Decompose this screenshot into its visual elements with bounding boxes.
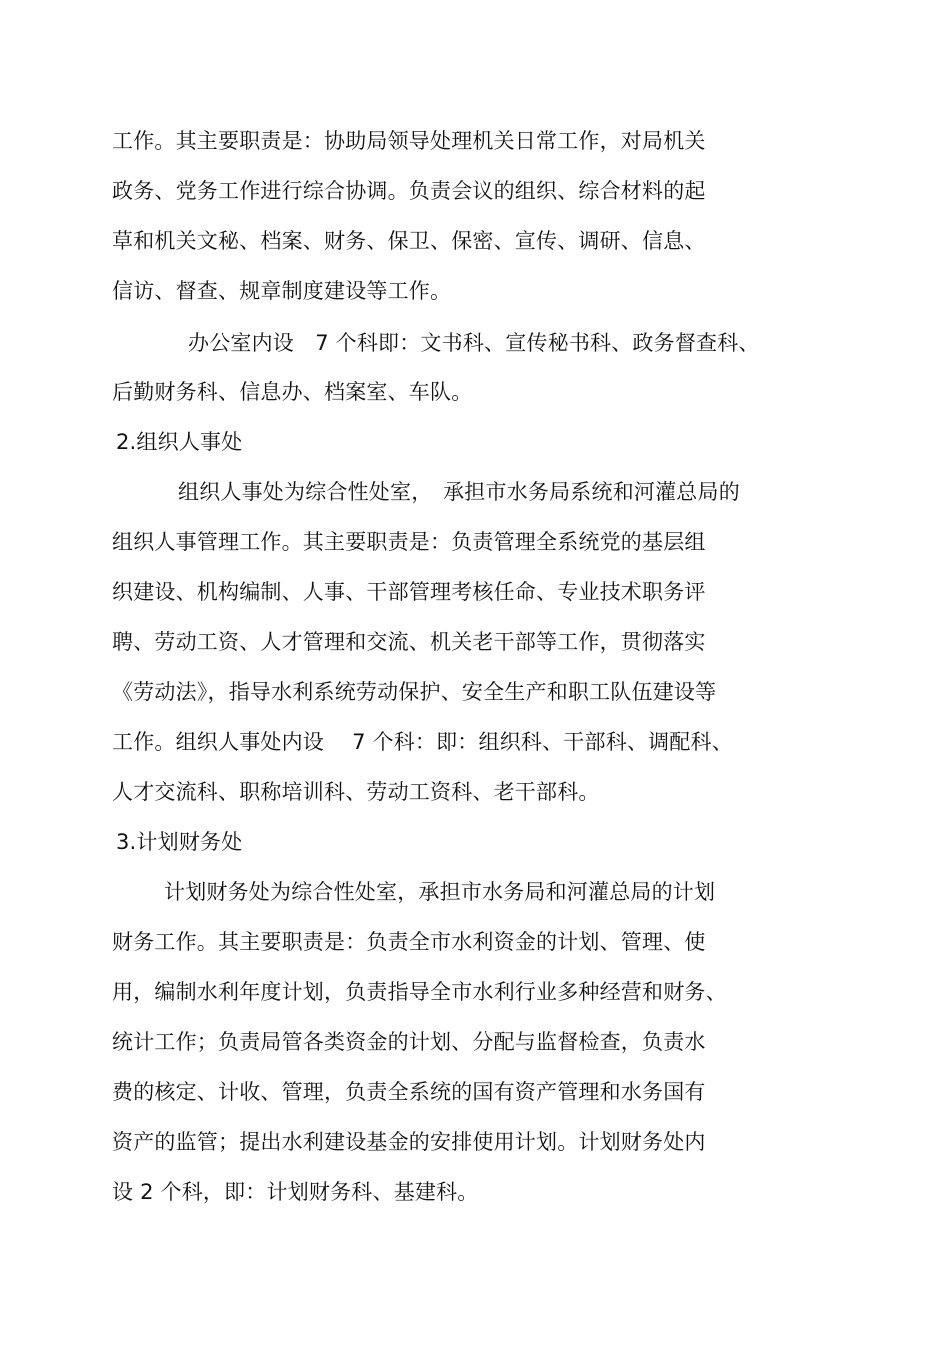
paragraph-line: 政务、党务工作进行综合协调。负责会议的组织、综合材料的起	[112, 179, 706, 203]
paragraph-line: 用，编制水利年度计划，负责指导全市水利行业多种经营和财务、	[112, 980, 727, 1004]
paragraph-line: 后勤财务科、信息办、档案室、车队。	[112, 380, 473, 404]
paragraph-line: 信访、督查、规章制度建设等工作。	[112, 279, 452, 303]
paragraph-line: 资产的监管；提出水利建设基金的安排使用计划。计划财务处内	[112, 1130, 706, 1154]
section-heading: 3.计划财务处	[116, 830, 243, 854]
paragraph-line: 聘、劳动工资、人才管理和交流、机关老干部等工作，贯彻落实	[112, 630, 706, 654]
paragraph-line: 统计工作；负责局管各类资金的计划、分配与监督检查，负责水	[112, 1030, 706, 1054]
paragraph-line: 费的核定、计收、管理，负责全系统的国有资产管理和水务国有	[112, 1080, 706, 1104]
paragraph-line: 织建设、机构编制、人事、干部管理考核任命、专业技术职务评	[112, 580, 706, 604]
section-heading: 2.组织人事处	[116, 430, 243, 454]
paragraph-line: 设 2 个科，即：计划财务科、基建科。	[112, 1180, 479, 1204]
paragraph-line: 财务工作。其主要职责是：负责全市水利资金的计划、管理、使	[112, 930, 706, 954]
paragraph-line: 工作。组织人事处内设 7 个科：即：组织科、干部科、调配科、	[112, 730, 733, 754]
paragraph-line: 办公室内设 7 个科即：文书科、宣传秘书科、政务督查科、	[188, 331, 760, 355]
paragraph-line: 《劳动法》，指导水利系统劳动保护、安全生产和职工队伍建设等	[112, 680, 717, 704]
paragraph-line: 组织人事管理工作。其主要职责是：负责管理全系统党的基层组	[112, 530, 706, 554]
paragraph-line: 人才交流科、职称培训科、劳动工资科、老干部科。	[112, 780, 600, 804]
paragraph-line: 工作。其主要职责是：协助局领导处理机关日常工作，对局机关	[112, 129, 706, 153]
paragraph-line: 计划财务处为综合性处室，承担市水务局和河灌总局的计划	[164, 880, 716, 904]
paragraph-line: 草和机关文秘、档案、财务、保卫、保密、宣传、调研、信息、	[112, 229, 706, 253]
paragraph-line: 组织人事处为综合性处室， 承担市水务局系统和河灌总局的	[178, 480, 740, 504]
